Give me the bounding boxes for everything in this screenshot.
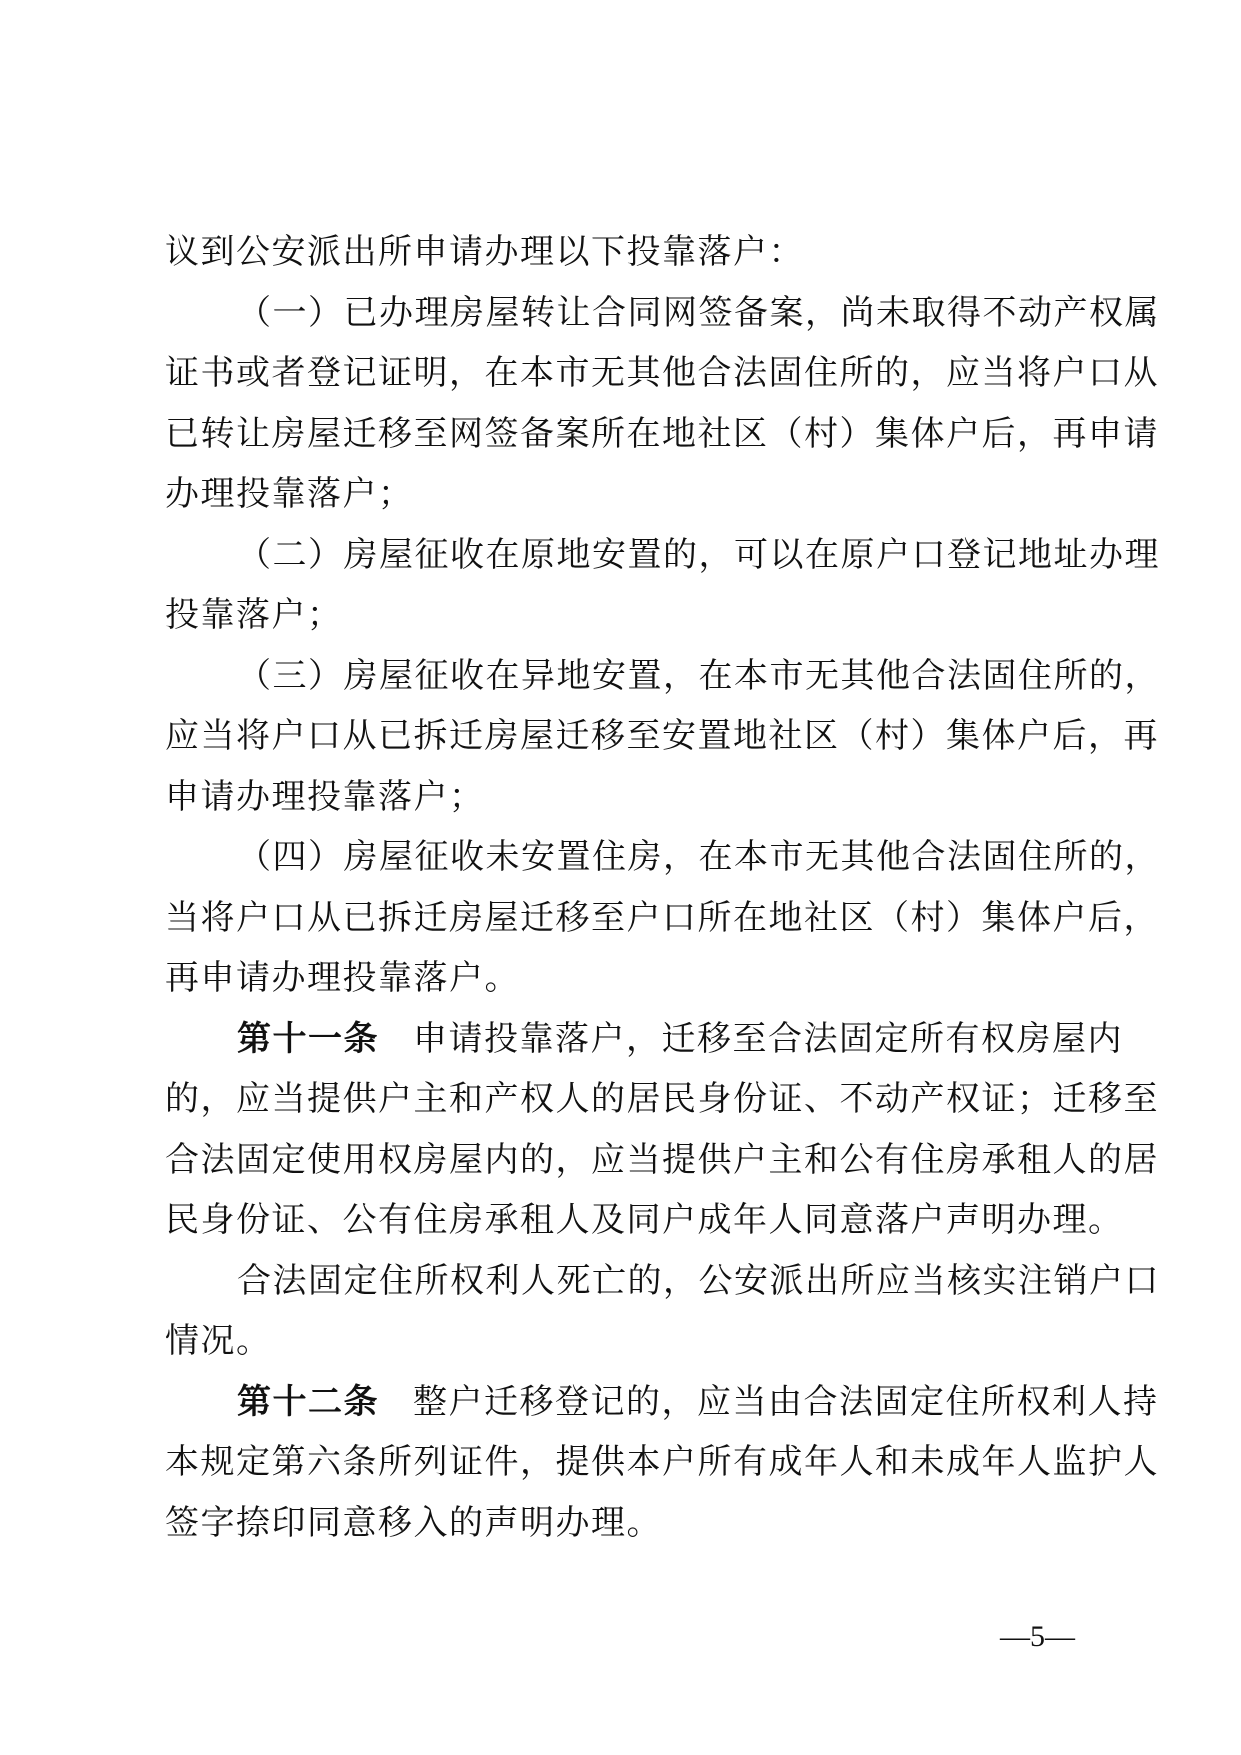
text-line: 应当将户口从已拆迁房屋迁移至安置地社区（村）集体户后，再 — [165, 716, 1159, 756]
text-line: 再申请办理投靠落户。 — [165, 958, 520, 998]
article-12-text: 整户迁移登记的，应当由合法固定住所权利人持 — [413, 1381, 1159, 1422]
article-11-first-line — [165, 1009, 1123, 1070]
text-line: 投靠落户； — [165, 595, 343, 635]
text-line: 的，应当提供户主和产权人的居民身份证、不动产权证；迁移至 — [165, 1079, 1159, 1119]
text-line: 办理投靠落户； — [165, 474, 414, 514]
text-line: 议到公安派出所申请办理以下投靠落户： — [165, 232, 804, 272]
document-body — [165, 222, 1160, 1553]
text-line: 合法固定使用权房屋内的，应当提供户主和公有住房承租人的居 — [165, 1139, 1159, 1180]
text-line: 签字捺印同意移入的声明办理。 — [165, 1502, 662, 1543]
text-line: 当将户口从已拆迁房屋迁移至户口所在地社区（村）集体户后， — [165, 897, 1159, 938]
text-line: 情况。 — [165, 1321, 272, 1361]
article-11-heading: 第十一条 — [237, 1018, 379, 1059]
text-line: 本规定第六条所列证件，提供本户所有成年人和未成年人监护人 — [165, 1442, 1159, 1482]
text-line: 证书或者登记证明，在本市无其他合法固住所的，应当将户口从 — [165, 353, 1159, 393]
clause-1: （一）已办理房屋转让合同网签备案，尚未取得不动产权属 — [237, 292, 1160, 333]
text-line: 民身份证、公有住房承租人及同户成年人同意落户声明办理。 — [165, 1200, 1124, 1240]
clause-3: （三）房屋征收在异地安置，在本市无其他合法固住所的， — [237, 655, 1160, 696]
text-line: 已转让房屋迁移至网签备案所在地社区（村）集体户后，再申请 — [165, 413, 1159, 454]
text-line: 申请办理投靠落户； — [165, 776, 485, 817]
article-12-first-line — [165, 1372, 1159, 1433]
article-11-para-2: 合法固定住所权利人死亡的，公安派出所应当核实注销户口 — [237, 1260, 1160, 1301]
page-number: —5— — [1000, 1620, 1075, 1653]
article-12-heading: 第十二条 — [237, 1381, 379, 1422]
clause-2: （二）房屋征收在原地安置的，可以在原户口登记地址办理 — [237, 534, 1160, 575]
article-11-text: 申请投靠落户，迁移至合法固定所有权房屋内 — [413, 1018, 1123, 1059]
clause-4: （四）房屋征收未安置住房，在本市无其他合法固住所的， — [237, 837, 1160, 877]
